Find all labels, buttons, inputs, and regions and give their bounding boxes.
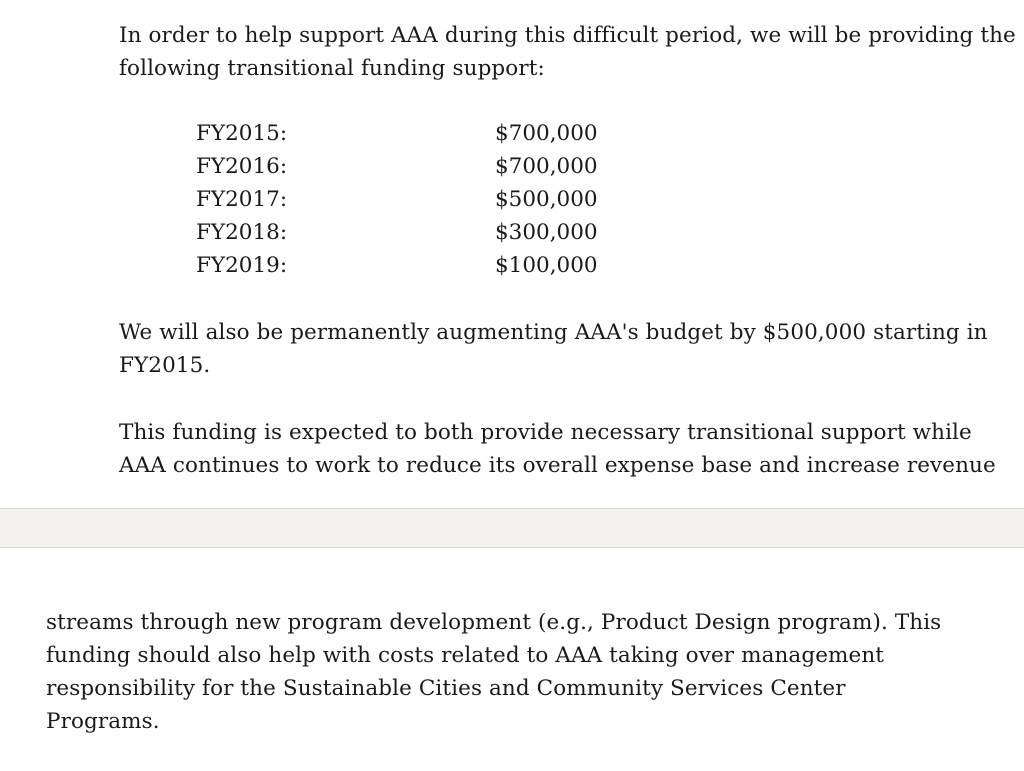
funding-row bbox=[196, 216, 616, 249]
funding-row bbox=[196, 117, 616, 150]
funding-amount: $700,000 bbox=[495, 121, 598, 146]
purpose-paragraph-part1 bbox=[119, 416, 996, 482]
funding-amount: $700,000 bbox=[495, 154, 598, 179]
funding-amount: $300,000 bbox=[495, 220, 598, 245]
intro-line-1: In order to help support AAA during this difficult period, we will be providing the bbox=[119, 23, 1016, 48]
purpose-cont-line-2: funding should also help with costs related to AAA taking over management bbox=[46, 643, 885, 668]
fiscal-year-label: FY2019: bbox=[196, 253, 288, 278]
funding-row bbox=[196, 249, 616, 282]
budget-line-2: FY2015. bbox=[119, 353, 211, 378]
intro-line-2: following transitional funding support: bbox=[119, 56, 545, 81]
funding-amount: $500,000 bbox=[495, 187, 598, 212]
budget-line-1: We will also be permanently augmenting AAA's budget by $500,000 starting in bbox=[119, 320, 988, 345]
funding-row bbox=[196, 150, 616, 183]
document-page-bottom bbox=[0, 548, 1024, 771]
purpose-cont-line-1: streams through new program development (e.g., Product Design program). This bbox=[46, 610, 942, 635]
funding-schedule bbox=[196, 117, 616, 282]
purpose-line-2: AAA continues to work to reduce its overall expense base and increase revenue bbox=[119, 453, 996, 478]
intro-paragraph bbox=[119, 19, 1016, 85]
budget-paragraph bbox=[119, 316, 988, 382]
purpose-paragraph-part2 bbox=[46, 606, 941, 738]
fiscal-year-label: FY2017: bbox=[196, 187, 288, 212]
fiscal-year-label: FY2018: bbox=[196, 220, 288, 245]
fiscal-year-label: FY2015: bbox=[196, 121, 288, 146]
purpose-line-1: This funding is expected to both provide necessary transitional support while bbox=[119, 420, 972, 445]
funding-row bbox=[196, 183, 616, 216]
fiscal-year-label: FY2016: bbox=[196, 154, 288, 179]
funding-amount: $100,000 bbox=[495, 253, 598, 278]
page-break-separator bbox=[0, 508, 1024, 548]
purpose-cont-line-4: Programs. bbox=[46, 709, 160, 734]
purpose-cont-line-3: responsibility for the Sustainable Cities and Community Services Center bbox=[46, 676, 846, 701]
